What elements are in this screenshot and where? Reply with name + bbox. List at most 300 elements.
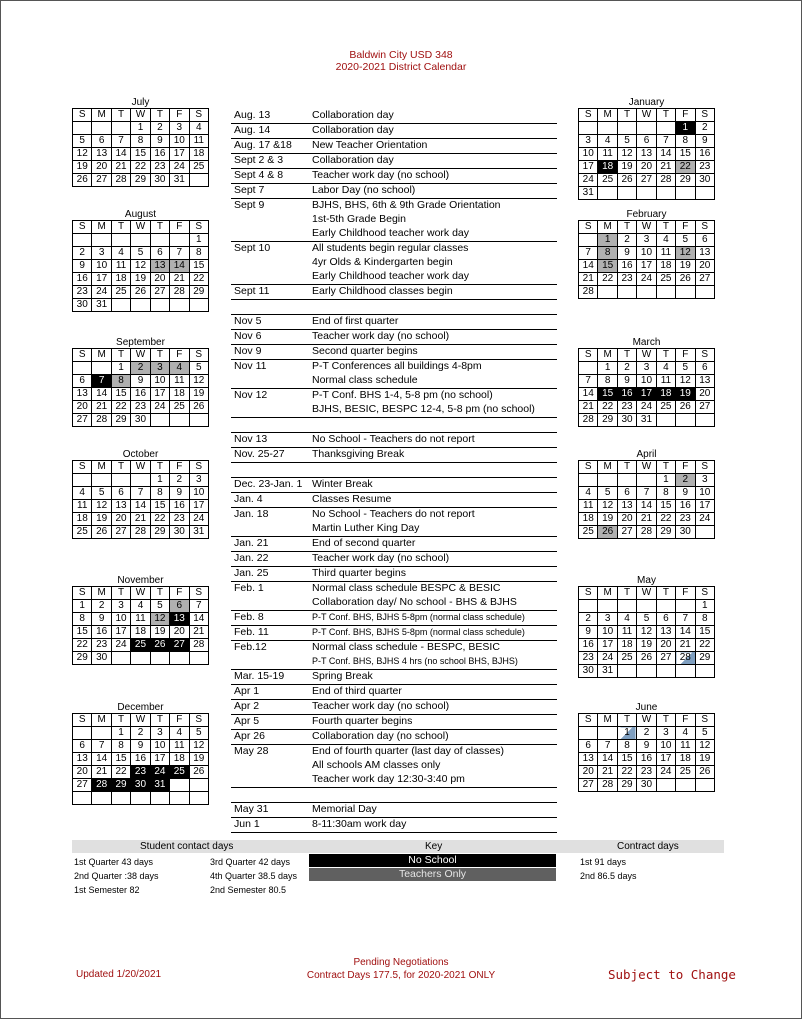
day-cell <box>170 299 189 312</box>
day-cell: 23 <box>695 161 714 174</box>
day-cell: 14 <box>637 500 656 513</box>
day-cell: 17 <box>170 148 189 161</box>
day-cell: 28 <box>579 286 598 299</box>
event-row <box>231 433 557 448</box>
day-cell: 17 <box>92 273 111 286</box>
event-row <box>231 611 557 626</box>
day-cell <box>598 474 617 487</box>
weekday-header: T <box>617 461 636 474</box>
day-cell: 8 <box>73 613 92 626</box>
day-cell: 6 <box>111 487 130 500</box>
weekday-header: W <box>637 587 656 600</box>
day-cell: 9 <box>695 135 714 148</box>
day-cell: 27 <box>73 779 92 792</box>
day-cell: 9 <box>617 375 636 388</box>
event-description: Thanksgiving Break <box>312 448 405 460</box>
day-cell: 7 <box>637 487 656 500</box>
day-cell <box>73 234 92 247</box>
weekday-header: S <box>579 714 598 727</box>
event-description: Memorial Day <box>312 803 377 815</box>
event-row <box>231 508 557 522</box>
month-march <box>578 337 715 427</box>
day-cell: 21 <box>656 161 675 174</box>
day-cell <box>131 474 150 487</box>
weekday-header: S <box>189 109 208 122</box>
day-cell: 12 <box>676 247 695 260</box>
day-cell <box>73 362 92 375</box>
day-cell: 24 <box>637 401 656 414</box>
day-cell: 9 <box>617 247 636 260</box>
day-cell: 22 <box>111 766 130 779</box>
day-cell: 25 <box>131 639 150 652</box>
event-description: Teacher work day (no school) <box>312 169 450 181</box>
day-cell <box>170 792 189 805</box>
day-cell: 9 <box>579 626 598 639</box>
event-date: Apr 5 <box>234 715 260 727</box>
day-cell: 22 <box>656 513 675 526</box>
event-description: Early Childhood teacher work day <box>312 270 469 282</box>
weekday-header: W <box>637 349 656 362</box>
day-cell: 15 <box>695 626 714 639</box>
day-cell: 24 <box>150 401 169 414</box>
day-cell: 21 <box>131 513 150 526</box>
weekday-header: T <box>150 109 169 122</box>
day-cell: 14 <box>676 626 695 639</box>
day-cell: 22 <box>131 161 150 174</box>
day-cell: 17 <box>695 500 714 513</box>
day-cell <box>617 600 636 613</box>
day-cell <box>73 474 92 487</box>
s1-days: 1st Semester 82 <box>74 885 140 895</box>
day-cell: 19 <box>150 626 169 639</box>
day-cell: 6 <box>150 247 169 260</box>
event-row <box>231 552 557 567</box>
event-row <box>231 537 557 552</box>
weekday-header: T <box>617 349 636 362</box>
day-cell: 19 <box>676 260 695 273</box>
day-cell: 6 <box>92 135 111 148</box>
day-cell: 7 <box>111 135 130 148</box>
weekday-header: F <box>676 461 695 474</box>
month-july <box>72 97 209 187</box>
event-row <box>231 139 557 154</box>
day-cell: 10 <box>150 375 169 388</box>
day-cell: 30 <box>676 526 695 539</box>
day-cell: 18 <box>617 639 636 652</box>
day-cell: 4 <box>111 247 130 260</box>
event-row <box>231 803 557 818</box>
day-cell: 8 <box>695 613 714 626</box>
day-cell: 10 <box>92 260 111 273</box>
day-cell: 13 <box>637 148 656 161</box>
day-cell: 30 <box>637 779 656 792</box>
day-cell: 20 <box>73 766 92 779</box>
day-cell: 7 <box>656 135 675 148</box>
weekday-header: T <box>111 587 130 600</box>
month-title: February <box>626 209 667 220</box>
contract-days-note: Contract Days 177.5, for 2020-2021 ONLY <box>306 970 496 981</box>
event-row <box>231 745 557 759</box>
weekday-header: S <box>579 221 598 234</box>
weekday-header: S <box>579 109 598 122</box>
day-cell: 4 <box>656 234 675 247</box>
day-cell: 26 <box>189 766 208 779</box>
day-cell: 7 <box>131 487 150 500</box>
day-cell: 21 <box>189 626 208 639</box>
day-cell <box>656 600 675 613</box>
weekday-header: S <box>73 221 92 234</box>
day-cell: 15 <box>676 148 695 161</box>
event-description: No School - Teachers do not report <box>312 508 475 520</box>
day-cell <box>617 665 636 678</box>
day-cell: 2 <box>150 122 169 135</box>
weekday-header: T <box>111 221 130 234</box>
day-cell <box>111 299 130 312</box>
day-cell: 24 <box>170 161 189 174</box>
day-cell <box>170 414 189 427</box>
event-row <box>231 730 557 745</box>
day-cell: 11 <box>676 740 695 753</box>
day-cell: 24 <box>92 286 111 299</box>
weekday-header: S <box>73 714 92 727</box>
day-cell: 2 <box>617 362 636 375</box>
day-cell <box>111 792 130 805</box>
event-date: Feb. 1 <box>234 582 264 594</box>
day-cell: 18 <box>656 388 675 401</box>
event-description: End of third quarter <box>312 685 402 697</box>
day-cell: 15 <box>189 260 208 273</box>
day-cell: 14 <box>579 388 598 401</box>
day-cell: 16 <box>676 500 695 513</box>
day-cell: 26 <box>92 526 111 539</box>
day-cell: 22 <box>111 401 130 414</box>
day-cell: 30 <box>131 779 150 792</box>
weekday-header: M <box>92 349 111 362</box>
day-cell: 21 <box>92 766 111 779</box>
day-cell: 17 <box>189 500 208 513</box>
day-cell: 20 <box>617 513 636 526</box>
event-description: Fourth quarter begins <box>312 715 413 727</box>
day-cell: 23 <box>170 513 189 526</box>
day-cell: 3 <box>170 122 189 135</box>
day-cell: 13 <box>695 247 714 260</box>
day-cell: 23 <box>676 513 695 526</box>
day-cell: 18 <box>111 273 130 286</box>
weekday-header: T <box>150 221 169 234</box>
day-cell: 4 <box>579 487 598 500</box>
weekday-header: S <box>73 349 92 362</box>
day-cell: 26 <box>617 174 636 187</box>
day-cell: 23 <box>637 766 656 779</box>
day-cell <box>170 652 189 665</box>
day-cell: 5 <box>73 135 92 148</box>
day-cell: 22 <box>73 639 92 652</box>
day-cell: 23 <box>131 401 150 414</box>
day-cell: 27 <box>92 174 111 187</box>
month-may <box>578 575 715 678</box>
day-cell: 9 <box>131 375 150 388</box>
day-cell <box>111 474 130 487</box>
day-cell: 13 <box>656 626 675 639</box>
day-cell: 19 <box>189 753 208 766</box>
day-cell: 31 <box>579 187 598 200</box>
day-cell: 9 <box>150 135 169 148</box>
weekday-header: S <box>73 587 92 600</box>
day-cell <box>131 652 150 665</box>
day-cell: 12 <box>617 148 636 161</box>
weekday-header: T <box>150 714 169 727</box>
month-april <box>578 449 715 539</box>
event-date: Sept 10 <box>234 242 271 254</box>
day-cell: 6 <box>579 740 598 753</box>
day-cell: 15 <box>111 753 130 766</box>
day-cell: 13 <box>111 500 130 513</box>
q4-days: 4th Quarter 38.5 days <box>210 871 298 881</box>
day-cell: 14 <box>170 260 189 273</box>
day-cell: 9 <box>170 487 189 500</box>
day-cell <box>189 652 208 665</box>
day-cell: 8 <box>111 740 130 753</box>
day-cell: 30 <box>579 665 598 678</box>
day-cell: 28 <box>656 174 675 187</box>
day-cell <box>579 122 598 135</box>
month-september <box>72 337 209 427</box>
weekday-header: M <box>92 587 111 600</box>
day-cell: 24 <box>150 766 169 779</box>
event-row <box>231 463 557 478</box>
day-cell: 11 <box>111 260 130 273</box>
day-cell: 22 <box>695 639 714 652</box>
day-cell: 29 <box>73 652 92 665</box>
month-title: January <box>628 97 665 108</box>
event-row <box>231 715 557 730</box>
day-cell: 29 <box>676 174 695 187</box>
event-row <box>231 596 557 611</box>
calendar-title: 2020-2021 District Calendar <box>335 61 467 73</box>
day-cell: 28 <box>111 174 130 187</box>
day-cell: 13 <box>150 260 169 273</box>
day-cell: 2 <box>637 727 656 740</box>
day-cell: 4 <box>170 727 189 740</box>
day-cell <box>695 526 714 539</box>
event-date: Nov 11 <box>234 360 267 372</box>
day-cell: 17 <box>111 626 130 639</box>
day-cell: 16 <box>131 388 150 401</box>
event-row <box>231 448 557 463</box>
day-cell: 1 <box>189 234 208 247</box>
day-cell: 13 <box>73 388 92 401</box>
day-cell: 29 <box>656 526 675 539</box>
day-cell: 18 <box>579 513 598 526</box>
day-cell: 15 <box>598 388 617 401</box>
day-cell: 23 <box>617 401 636 414</box>
key-teachers-only: Teachers Only <box>309 868 556 881</box>
weekday-header: F <box>170 221 189 234</box>
day-cell <box>598 600 617 613</box>
day-cell: 8 <box>111 375 130 388</box>
day-cell <box>150 652 169 665</box>
event-description: Collaboration day/ No school - BHS & BJHS <box>312 596 517 608</box>
day-cell <box>656 779 675 792</box>
day-cell: 10 <box>598 626 617 639</box>
day-cell <box>150 414 169 427</box>
day-cell: 15 <box>598 260 617 273</box>
weekday-header: M <box>92 221 111 234</box>
event-row <box>231 184 557 199</box>
day-cell: 16 <box>617 260 636 273</box>
month-title: December <box>117 702 164 713</box>
day-cell: 28 <box>189 639 208 652</box>
event-description: Third quarter begins <box>312 567 406 579</box>
day-cell <box>579 234 598 247</box>
day-cell: 1 <box>676 122 695 135</box>
day-cell: 30 <box>150 174 169 187</box>
day-cell: 24 <box>637 273 656 286</box>
event-date: Aug. 13 <box>234 109 271 121</box>
day-cell: 10 <box>637 247 656 260</box>
day-cell: 12 <box>92 500 111 513</box>
weekday-header: W <box>637 461 656 474</box>
day-cell: 11 <box>656 247 675 260</box>
day-cell: 19 <box>695 753 714 766</box>
day-cell: 27 <box>150 286 169 299</box>
day-cell: 20 <box>111 513 130 526</box>
event-date: Nov 12 <box>234 389 268 401</box>
day-cell: 10 <box>695 487 714 500</box>
day-cell <box>73 792 92 805</box>
event-description: Labor Day (no school) <box>312 184 416 196</box>
day-cell: 2 <box>695 122 714 135</box>
event-row <box>231 493 557 508</box>
day-cell: 26 <box>695 766 714 779</box>
day-cell: 18 <box>189 148 208 161</box>
day-cell <box>637 474 656 487</box>
event-row <box>231 300 557 315</box>
day-cell: 4 <box>656 362 675 375</box>
day-cell: 17 <box>150 388 169 401</box>
weekday-header: M <box>92 109 111 122</box>
day-cell: 10 <box>656 740 675 753</box>
day-cell: 19 <box>189 388 208 401</box>
event-date: Jan. 22 <box>234 552 269 564</box>
summary-header <box>72 840 724 853</box>
events-list <box>231 109 557 848</box>
day-cell: 21 <box>92 401 111 414</box>
event-description: Winter Break <box>312 478 373 490</box>
event-date: Jan. 4 <box>234 493 263 505</box>
subject-to-change: Subject to Change <box>608 967 736 982</box>
weekday-header: W <box>131 714 150 727</box>
day-cell <box>656 414 675 427</box>
event-description: End of second quarter <box>312 537 416 549</box>
day-cell: 22 <box>150 513 169 526</box>
day-cell: 12 <box>637 626 656 639</box>
day-cell: 10 <box>189 487 208 500</box>
day-cell: 8 <box>598 375 617 388</box>
day-cell: 25 <box>189 161 208 174</box>
day-cell: 12 <box>131 260 150 273</box>
weekday-header: S <box>695 349 714 362</box>
day-cell: 30 <box>170 526 189 539</box>
day-cell: 8 <box>656 487 675 500</box>
day-cell <box>676 414 695 427</box>
weekday-header: S <box>189 349 208 362</box>
weekday-header: T <box>656 587 675 600</box>
day-cell: 16 <box>579 639 598 652</box>
day-cell <box>579 727 598 740</box>
day-cell <box>637 187 656 200</box>
day-cell: 29 <box>150 526 169 539</box>
weekday-header: T <box>150 349 169 362</box>
day-cell: 20 <box>150 273 169 286</box>
day-cell: 21 <box>170 273 189 286</box>
day-cell: 19 <box>637 639 656 652</box>
updated-date: Updated 1/20/2021 <box>76 969 162 980</box>
day-cell: 8 <box>598 247 617 260</box>
weekday-header: T <box>617 714 636 727</box>
day-cell: 18 <box>598 161 617 174</box>
day-cell: 5 <box>617 135 636 148</box>
day-cell: 11 <box>656 375 675 388</box>
event-description: New Teacher Orientation <box>312 139 428 151</box>
day-cell: 24 <box>579 174 598 187</box>
day-cell: 5 <box>131 247 150 260</box>
day-cell <box>637 600 656 613</box>
day-cell: 2 <box>92 600 111 613</box>
day-cell: 2 <box>73 247 92 260</box>
day-cell: 14 <box>656 148 675 161</box>
event-row <box>231 169 557 184</box>
day-cell: 16 <box>73 273 92 286</box>
day-cell: 3 <box>637 362 656 375</box>
day-cell: 25 <box>598 174 617 187</box>
day-cell <box>656 122 675 135</box>
day-cell: 1 <box>617 727 636 740</box>
day-cell: 15 <box>131 148 150 161</box>
student-days-title: Student contact days <box>140 841 234 852</box>
weekday-header: S <box>189 221 208 234</box>
day-cell: 7 <box>676 613 695 626</box>
day-cell: 30 <box>92 652 111 665</box>
day-cell: 2 <box>579 613 598 626</box>
event-date: Apr 26 <box>234 730 265 742</box>
day-cell: 10 <box>150 740 169 753</box>
event-row <box>231 199 557 213</box>
day-cell: 15 <box>656 500 675 513</box>
event-description: Teacher work day (no school) <box>312 330 450 342</box>
day-cell: 28 <box>170 286 189 299</box>
day-cell: 9 <box>676 487 695 500</box>
day-cell: 23 <box>150 161 169 174</box>
event-description: Teacher work day 12:30-3:40 pm <box>312 773 465 785</box>
day-cell: 14 <box>131 500 150 513</box>
day-cell: 4 <box>598 135 617 148</box>
event-description: Teacher work day (no school) <box>312 552 450 564</box>
day-cell <box>617 286 636 299</box>
day-cell: 5 <box>676 234 695 247</box>
day-cell: 27 <box>111 526 130 539</box>
day-cell: 21 <box>579 273 598 286</box>
day-cell <box>598 187 617 200</box>
day-cell <box>676 600 695 613</box>
event-description: Collaboration day <box>312 109 394 121</box>
q3-days: 3rd Quarter 42 days <box>210 857 291 867</box>
day-cell: 18 <box>676 753 695 766</box>
day-cell: 19 <box>598 513 617 526</box>
day-cell: 11 <box>131 613 150 626</box>
day-cell: 31 <box>189 526 208 539</box>
day-cell <box>695 665 714 678</box>
